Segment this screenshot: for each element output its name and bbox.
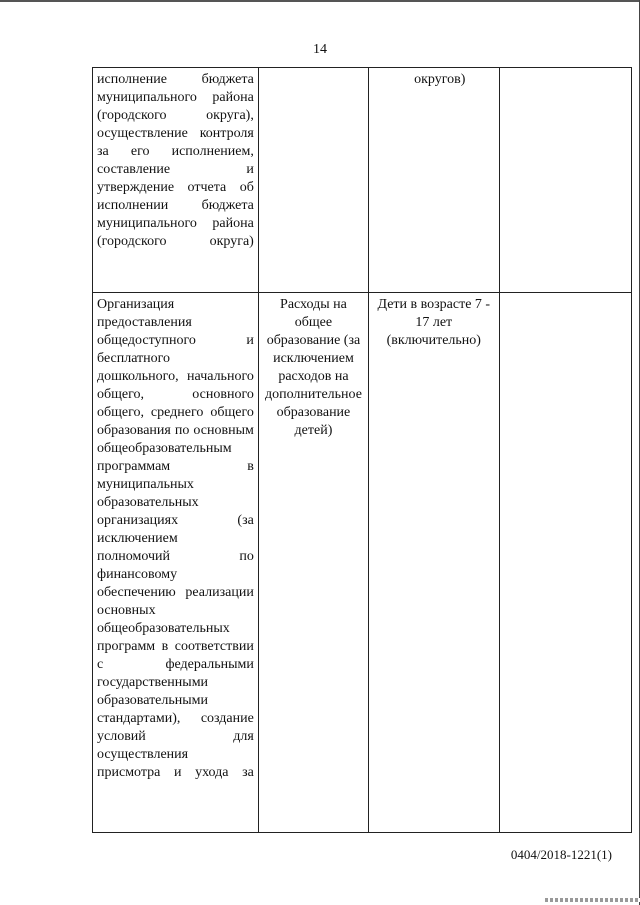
scan-edge-top: [0, 0, 640, 2]
table-cell-extra: [499, 293, 632, 833]
table-cell-recipients: [369, 293, 499, 833]
cell-text: округов): [414, 72, 466, 87]
table-cell-description: [93, 293, 259, 833]
document-code: 0404/2018-1221(1): [510, 847, 612, 862]
table-cell-expenses: [258, 68, 368, 293]
table-cell-extra: [499, 68, 632, 293]
cell-text: Дети в возрасте 7 - 17 лет (включительно): [377, 297, 491, 348]
cell-text: исполнение бюджета муниципального района (городского округа), осуществление контроля за его исполнением, составление и утверждение отчета об исполнении бюджета муниципального района (городского округа): [97, 72, 254, 249]
table-cell-description: [93, 68, 259, 293]
table-row: [93, 68, 632, 293]
table-cell-expenses: [258, 293, 368, 833]
cell-text: Организация предоставления общедоступного и бесплатного дошкольного, начального общего, основного общего, среднего общего образования по основным общеобразовательным программам в муниципальных образовательных организациях (за исключением полномочий по финансовому обеспечению реализации основных общеобразовательных программ в соответствии с федеральными государственными образовательными стандартами), создание условий для осуществления присмотра и ухода за: [97, 297, 254, 780]
scan-strip: [545, 898, 640, 902]
page-number: 14: [313, 42, 327, 57]
document-table: [92, 67, 632, 833]
table-row: [93, 293, 632, 833]
cell-text: Расходы на общее образование (за исключением расходов на дополнительное образование детей): [264, 297, 362, 438]
table-cell-recipients: [369, 68, 499, 293]
